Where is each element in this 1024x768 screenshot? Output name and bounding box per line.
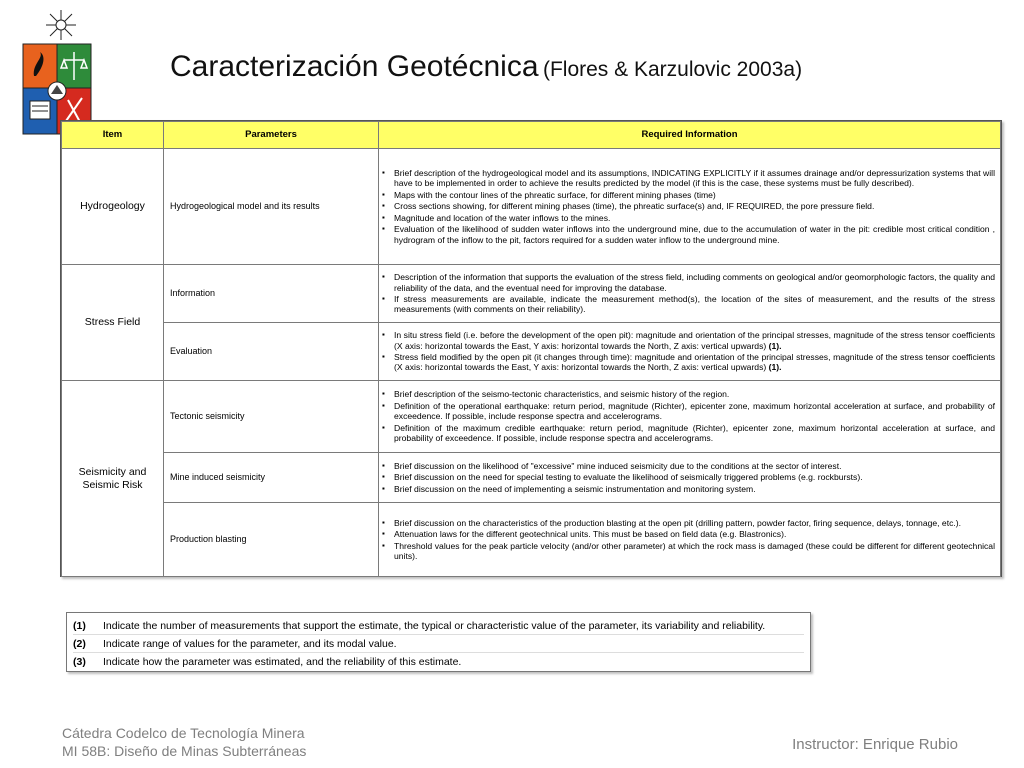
geotechnical-requirements-table xyxy=(60,120,1002,577)
list-item: ▪ Brief description of the seismo-tectonic characteristics, and seismic history of the region. xyxy=(382,389,995,399)
info-stress-information xyxy=(379,265,1001,323)
footnote-row xyxy=(73,653,804,670)
table-row xyxy=(62,323,1001,381)
list-item: ▪ If stress measurements are available, indicate the measurement method(s), the location of the sites of measurement, and the results of the stress measurements (with comments on their reliability). xyxy=(382,294,995,315)
list-item xyxy=(382,330,995,351)
info-hydrogeology xyxy=(379,149,1001,265)
list-item: ▪ Description of the information that supports the evaluation of the stress field, including comments on geological and/or geomorphologic factors, the quality and reliability of the data, and the eventual need for improving the database. xyxy=(382,272,995,293)
footnote-number: (1) xyxy=(73,619,86,632)
param-evaluation: Evaluation xyxy=(164,323,379,381)
table-row xyxy=(62,503,1001,577)
footnote-ref: (1). xyxy=(768,362,782,373)
footnotes-box xyxy=(66,612,811,672)
footer-instructor: Instructor: Enrique Rubio xyxy=(792,736,958,753)
list-item: ▪ Magnitude and location of the water inflows to the mines. xyxy=(382,213,995,223)
footnote-number: (2) xyxy=(73,637,86,650)
item-seismicity-line1: Seismicity and xyxy=(78,465,147,478)
footer-chair: Cátedra Codelco de Tecnología Minera xyxy=(62,725,305,741)
header-required-information: Required Information xyxy=(379,122,1001,149)
table-row xyxy=(62,453,1001,503)
title-main: Caracterización Geotécnica xyxy=(170,50,539,83)
list-item: ▪ Definition of the maximum credible earthquake: return period, magnitude (Richter), epicenter zone, maximum horizontal acceleration at surface, and probability of exceedence. If possible, include response spectra and accelerograms. xyxy=(382,423,995,444)
footnote-number: (3) xyxy=(73,655,86,668)
footnote-ref: (1). xyxy=(768,340,782,351)
table-row xyxy=(62,381,1001,453)
param-mine-induced-seismicity: Mine induced seismicity xyxy=(164,453,379,503)
table-header-row xyxy=(62,122,1001,149)
list-item xyxy=(382,352,995,373)
param-tectonic-seismicity: Tectonic seismicity xyxy=(164,381,379,453)
footnote-text: Indicate range of values for the parameter, and its modal value. xyxy=(103,637,397,650)
list-item: ▪ Maps with the contour lines of the phreatic surface, for different mining phases (time) xyxy=(382,190,995,200)
param-information: Information xyxy=(164,265,379,323)
header-item: Item xyxy=(62,122,164,149)
list-item: ▪ Brief discussion on the need for special testing to evaluate the likelihood of seismically triggered problems (e.g. rockbursts). xyxy=(382,472,995,482)
list-item: ▪ Cross sections showing, for different mining phases (time), the phreatic surface(s) and, IF REQUIRED, the pore pressure field. xyxy=(382,201,995,211)
item-hydrogeology: Hydrogeology xyxy=(62,149,164,265)
footer-course: MI 58B: Diseño de Minas Subterráneas xyxy=(62,743,307,760)
info-production-blasting xyxy=(379,503,1001,577)
footnote-text: Indicate the number of measurements that support the estimate, the typical or characteristic value of the parameter, its variability and reliability. xyxy=(103,619,766,632)
item-seismicity-line2: Seismic Risk xyxy=(82,478,143,491)
footnote-row xyxy=(73,635,804,653)
slide-title xyxy=(170,50,802,84)
footnote-text: Indicate how the parameter was estimated, and the reliability of this estimate. xyxy=(103,655,462,668)
info-mine-induced-seismicity xyxy=(379,453,1001,503)
list-item: ▪ Brief description of the hydrogeological model and its assumptions, INDICATING EXPLICITLY if it assumes drainage and/or depressurization systems that will have to be implemented in order to achieve the results predicted by the model (if this is the case, these systems must be fully described). xyxy=(382,168,995,189)
param-hydrogeological-model: Hydrogeological model and its results xyxy=(164,149,379,265)
table-row xyxy=(62,265,1001,323)
list-item: ▪ Threshold values for the peak particle velocity (and/or other parameter) at which the rock mass is damaged (these could be different for different geotechnical units). xyxy=(382,541,995,562)
list-item-text: In situ stress field (i.e. before the development of the open pit): magnitude and orientation of the principal stresses, magnitude of the stress tensor coefficients (X axis: horizontal towards the East, Y axis: horizontal towards the North, Z axis: vertical upwards) xyxy=(394,330,995,351)
list-item: ▪ Definition of the operational earthquake: return period, magnitude (Richter), epicenter zone, maximum horizontal acceleration at surface, and probability of exceedence. If possible, include response spectra and accelerograms. xyxy=(382,401,995,422)
item-seismicity xyxy=(62,381,164,577)
list-item-text: Stress field modified by the open pit (it changes through time): magnitude and orientation of the principal stresses, magnitude of the stress tensor coefficients (X axis: horizontal towards the East, Y axis: horizontal towards the North, Z axis: vertical upwards) xyxy=(394,352,995,373)
table-row xyxy=(62,149,1001,265)
footer-course-info xyxy=(62,724,306,761)
list-item: ▪ Evaluation of the likelihood of sudden water inflows into the underground mine, due to the accumulation of water in the pit: credible most critical condition , hydrogram of the inflow to the pit, factors required for a sudden water inflow to the underground mine. xyxy=(382,224,995,245)
header-parameters: Parameters xyxy=(164,122,379,149)
param-production-blasting: Production blasting xyxy=(164,503,379,577)
list-item: ▪ Brief discussion on the characteristics of the production blasting at the open pit (drilling pattern, powder factor, firing sequence, delays, tonnage, etc.). xyxy=(382,518,995,528)
title-citation: (Flores & Karzulovic 2003a) xyxy=(542,58,803,81)
info-tectonic-seismicity xyxy=(379,381,1001,453)
info-stress-evaluation xyxy=(379,323,1001,381)
item-stress-field: Stress Field xyxy=(62,265,164,381)
footnote-row xyxy=(73,617,804,635)
list-item: ▪ Brief discussion on the need of implementing a seismic instrumentation and monitoring system. xyxy=(382,484,995,494)
list-item: ▪ Attenuation laws for the different geotechnical units. This must be based on field data (e.g. Blastronics). xyxy=(382,529,995,539)
list-item: ▪ Brief discussion on the likelihood of "excessive" mine induced seismicity due to the conditions at the sector of interest. xyxy=(382,461,995,471)
